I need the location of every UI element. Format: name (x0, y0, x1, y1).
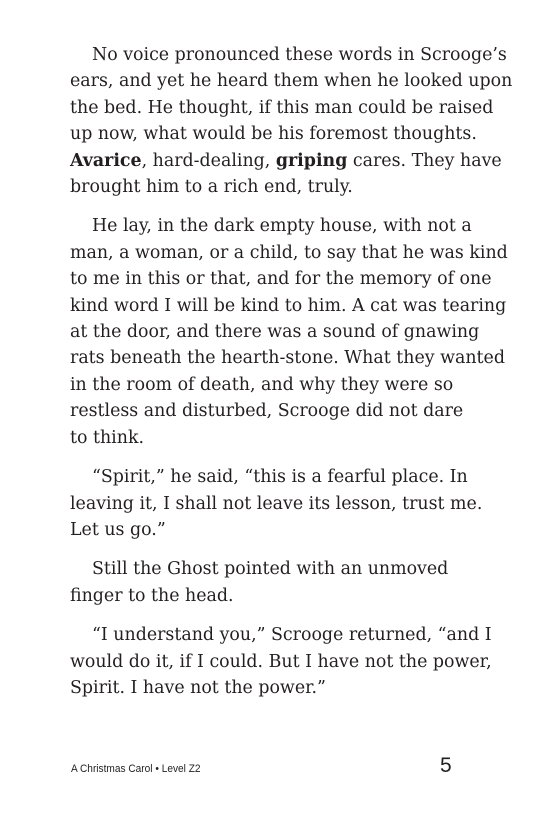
text-line: man, a woman, or a child, to say that he was kind (70, 242, 508, 263)
story-text (70, 42, 513, 714)
text-line: Spirit. I have not the power.” (70, 677, 326, 698)
book-title-footer: A Christmas Carol • Level Z2 (71, 763, 201, 775)
paragraph-2 (70, 213, 508, 451)
text-line: “Spirit,” he said, “this is a fearful place. In (92, 467, 468, 488)
text-line: in the room of death, and why they were so (70, 374, 454, 395)
paragraph-4 (70, 556, 470, 609)
text-line: restless and disturbed, Scrooge did not dare (70, 401, 464, 422)
text-line: finger to the head. (70, 585, 234, 606)
text-line (70, 148, 502, 174)
text-line: No voice pronounced these words in Scrooge’s (92, 45, 507, 65)
text-line: the bed. He thought, if this man could be raised (70, 97, 494, 118)
text-fragment: , hard-dealing, (141, 150, 276, 171)
text-line: “I understand you,” Scrooge returned, “and I (92, 625, 492, 646)
page-number: 5 (440, 754, 452, 777)
text-line: leaving it, I shall not leave its lesson, trust me. (70, 493, 483, 514)
text-line: at the door, and there was a sound of gnawing (70, 322, 480, 343)
text-line: would do it, if I could. But I have not the power, (70, 651, 492, 672)
text-line: to me in this or that, and for the memory of one (70, 269, 492, 290)
text-line: Let us go.” (70, 519, 166, 540)
paragraph-3 (70, 464, 483, 543)
text-line: ears, and yet he heard them when he looked upon (70, 71, 513, 92)
vocab-word-avarice: Avarice (70, 150, 142, 171)
text-line: Still the Ghost pointed with an unmoved (92, 559, 449, 580)
text-line: He lay, in the dark empty house, with not a (92, 216, 472, 237)
paragraph-5 (70, 622, 492, 701)
text-line: kind word I will be kind to him. A cat was tearing (70, 295, 507, 316)
text-fragment: cares. They have (347, 150, 502, 171)
vocab-word-griping: griping (275, 150, 348, 171)
text-line: up now, what would be his foremost thoughts. (70, 124, 477, 145)
text-line: to think. (70, 427, 145, 448)
text-line: rats beneath the hearth-stone. What they wanted (70, 348, 505, 369)
text-line: brought him to a rich end, truly. (70, 177, 353, 198)
paragraph-1 (70, 42, 513, 200)
